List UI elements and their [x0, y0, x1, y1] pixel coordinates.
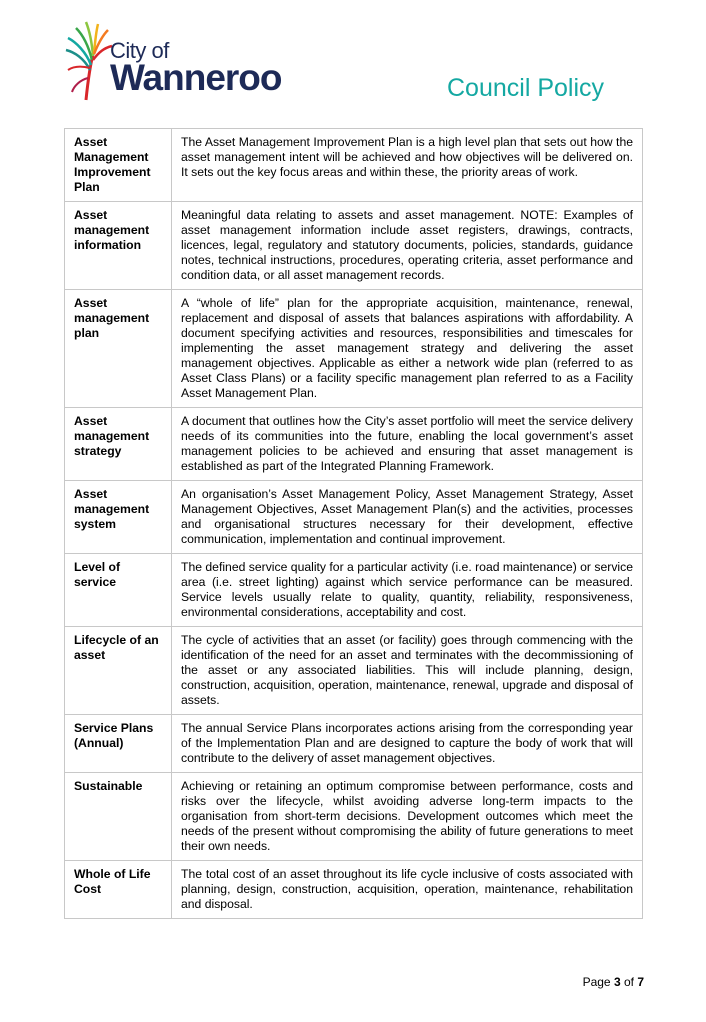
definition-text: The cycle of activities that an asset (or facility) goes through commencing with the identification of the need for an asset and terminates with the decommissioning of the asset or any associated liabilities. This will include planning, design, construction, acquisition, operation, maintenance, renewal, upgrade and disposal of assets. [172, 627, 643, 715]
definition-text: The annual Service Plans incorporates actions arising from the corresponding year of the Implementation Plan and are designed to capture the body of work that will contribute to the delivery of asset management objectives. [172, 715, 643, 773]
definition-term: Asset management plan [65, 290, 172, 408]
logo-plant-icon [64, 20, 114, 102]
page-of: of [620, 975, 638, 989]
page-current: 3 [613, 975, 621, 989]
logo-wanneroo-text: Wanneroo [110, 57, 282, 98]
definitions-table [64, 128, 643, 919]
definition-text: Achieving or retaining an optimum compromise between performance, costs and risks over the lifecycle, whilst avoiding adverse long-term impacts to the organisation from short-term decisions. Development outcomes which meet the needs of the present without compromising the ability of future generations to meet their own needs. [172, 773, 643, 861]
definition-term: Asset Management Improvement Plan [65, 129, 172, 202]
definition-term: Asset management information [65, 202, 172, 290]
table-row [65, 481, 643, 554]
definition-text: Meaningful data relating to assets and asset management. NOTE: Examples of asset management information include asset registers, drawings, contracts, licences, legal, regulatory and statutory documents, policies, standards, guidance notes, technical instructions, procedures, operating criteria, asset performance and condition data, or all asset management records. [172, 202, 643, 290]
page-total: 7 [637, 975, 644, 989]
table-row [65, 773, 643, 861]
city-of-wanneroo-logo [64, 20, 294, 102]
document-type-title: Council Policy [447, 74, 605, 102]
definition-term: Asset management system [65, 481, 172, 554]
page-prefix: Page [582, 975, 614, 989]
definition-term: Asset management strategy [65, 408, 172, 481]
table-row [65, 202, 643, 290]
definition-text: The Asset Management Improvement Plan is a high level plan that sets out how the asset management intent will be achieved and how objectives will be delivered on. It sets out the key focus areas and within these, the priority areas of work. [172, 129, 643, 202]
definition-text: A “whole of life” plan for the appropriate acquisition, maintenance, renewal, replacement and disposal of assets that balances aspirations with affordability. A document specifying activities and resources, responsibilities and timescales for implementing the asset management strategy and delivering the asset management objectives. Applicable as either a network wide plan (referred to as Asset Class Plans) or a facility specific management plan referred to as a Facility Asset Management Plan. [172, 290, 643, 408]
page-number [583, 975, 644, 989]
table-row [65, 129, 643, 202]
definition-text: An organisation’s Asset Management Policy, Asset Management Strategy, Asset Management Objectives, Asset Management Plan(s) and the activities, processes and organisational structures necessary for their development, effective communication, implementation and continual improvement. [172, 481, 643, 554]
table-row [65, 554, 643, 627]
definition-text: The total cost of an asset throughout its life cycle inclusive of costs associated with planning, design, construction, acquisition, operation, maintenance, rehabilitation and disposal. [172, 861, 643, 919]
table-row [65, 408, 643, 481]
definition-term: Whole of Life Cost [65, 861, 172, 919]
table-row [65, 290, 643, 408]
definition-term: Lifecycle of an asset [65, 627, 172, 715]
definition-text: A document that outlines how the City’s asset portfolio will meet the service delivery needs of its communities into the future, enabling the local government’s asset management policies to be achieved and ensuring that asset management is established as part of the Integrated Planning Framework. [172, 408, 643, 481]
definition-term: Sustainable [65, 773, 172, 861]
logo-city-text: City of [110, 38, 169, 63]
definition-term: Service Plans (Annual) [65, 715, 172, 773]
table-row [65, 627, 643, 715]
definition-term: Level of service [65, 554, 172, 627]
table-row [65, 861, 643, 919]
table-row [65, 715, 643, 773]
definition-text: The defined service quality for a particular activity (i.e. road maintenance) or service area (i.e. street lighting) against which service performance can be measured. Service levels usually relate to quality, quantity, reliability, responsiveness, environmental considerations, acceptability and cost. [172, 554, 643, 627]
